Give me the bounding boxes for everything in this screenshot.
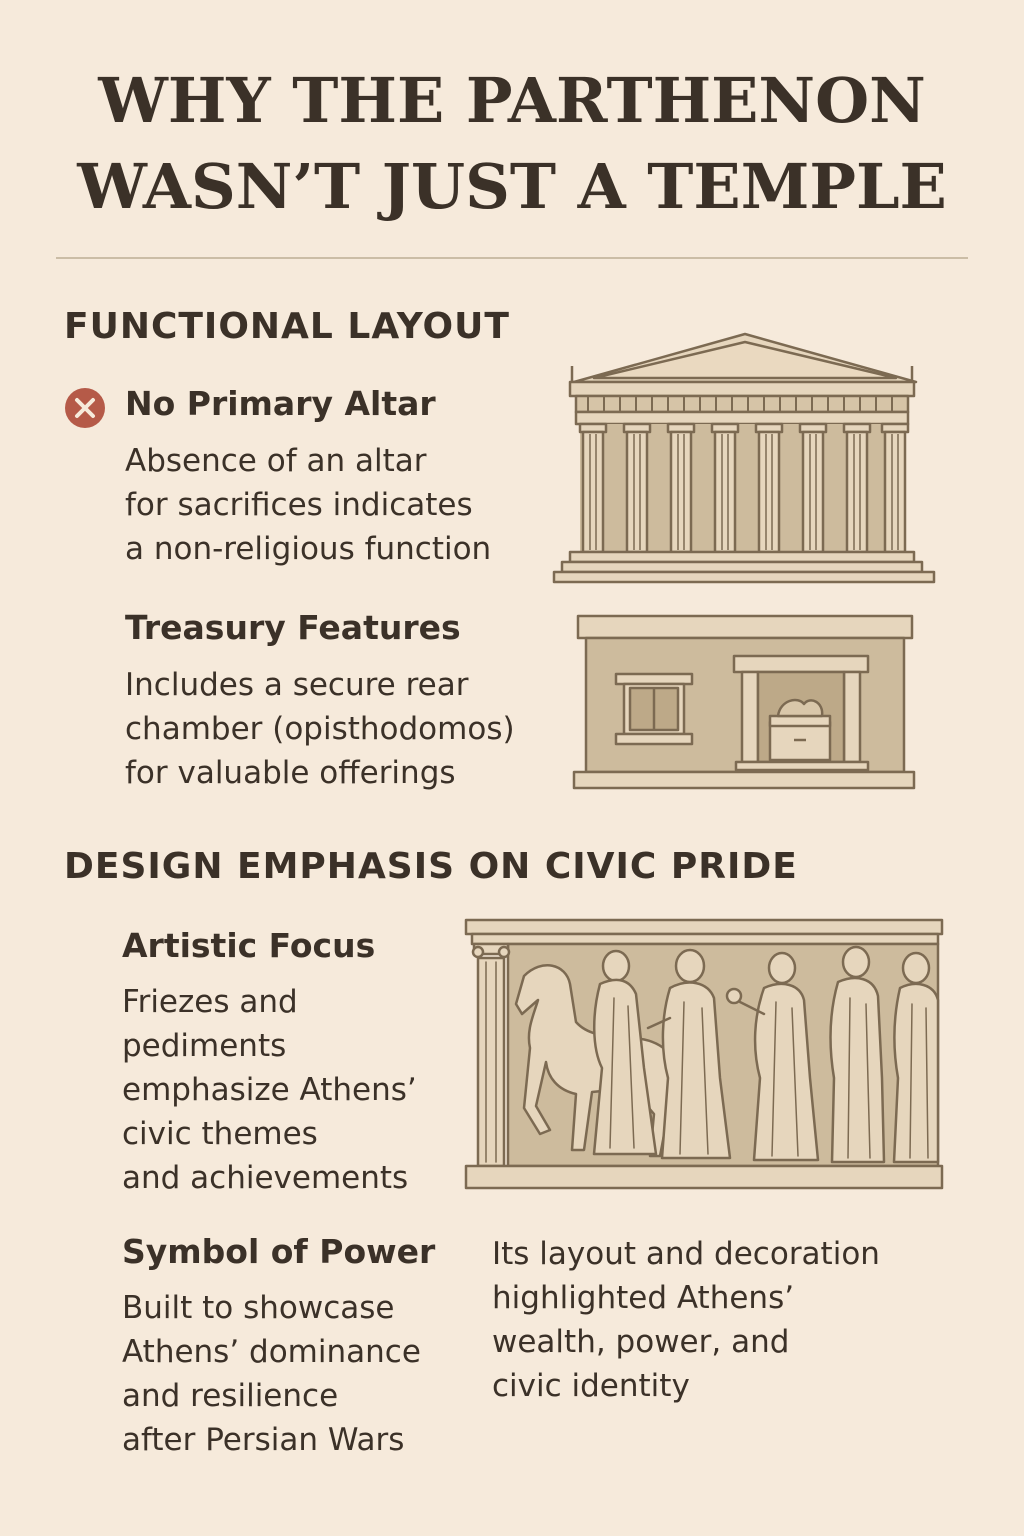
title-line-1: WHY THE PARTHENON — [98, 64, 926, 137]
item-body-no-primary-altar — [125, 439, 491, 571]
body-line: after Persian Wars — [122, 1422, 405, 1458]
body-line: and achievements — [122, 1160, 409, 1196]
body-line: for valuable offerings — [125, 755, 456, 791]
body-line: wealth, power, and — [492, 1324, 790, 1360]
item-title-treasury-features: Treasury Features — [125, 608, 461, 647]
body-line: a non-religious function — [125, 531, 492, 567]
body-line: highlighted Athens’ — [492, 1280, 795, 1316]
body-line: civic themes — [122, 1116, 318, 1152]
treasury-chamber-illustration — [572, 612, 918, 794]
body-line: emphasize Athens’ — [122, 1072, 417, 1108]
frieze-relief-illustration — [464, 918, 944, 1192]
x-circle-icon — [64, 387, 106, 429]
body-line: Includes a secure rear — [125, 667, 469, 703]
title-divider — [56, 257, 968, 259]
body-line: Athens’ dominance — [122, 1334, 421, 1370]
item-title-symbol-of-power: Symbol of Power — [122, 1232, 436, 1271]
title-line-2: WASN’T JUST A TEMPLE — [77, 150, 947, 223]
body-line: for sacrifices indicates — [125, 487, 473, 523]
item-body-treasury-features — [125, 663, 515, 795]
body-line: Absence of an altar — [125, 443, 427, 479]
body-line: civic identity — [492, 1368, 690, 1404]
item-body-symbol-of-power — [122, 1286, 421, 1462]
item-title-no-primary-altar: No Primary Altar — [125, 384, 436, 423]
body-line: and resilience — [122, 1378, 339, 1414]
section-heading-design-emphasis: DESIGN EMPHASIS ON CIVIC PRIDE — [64, 846, 798, 887]
summary-text — [492, 1232, 880, 1408]
body-line: pediments — [122, 1028, 287, 1064]
item-title-artistic-focus: Artistic Focus — [122, 926, 376, 965]
body-line: Built to showcase — [122, 1290, 395, 1326]
parthenon-temple-illustration — [552, 330, 938, 586]
body-line: chamber (opisthodomos) — [125, 711, 515, 747]
body-line: Friezes and — [122, 984, 298, 1020]
page-title — [0, 58, 1024, 230]
item-body-artistic-focus — [122, 980, 417, 1200]
body-line: Its layout and decoration — [492, 1236, 880, 1272]
section-heading-functional-layout: FUNCTIONAL LAYOUT — [64, 306, 510, 347]
